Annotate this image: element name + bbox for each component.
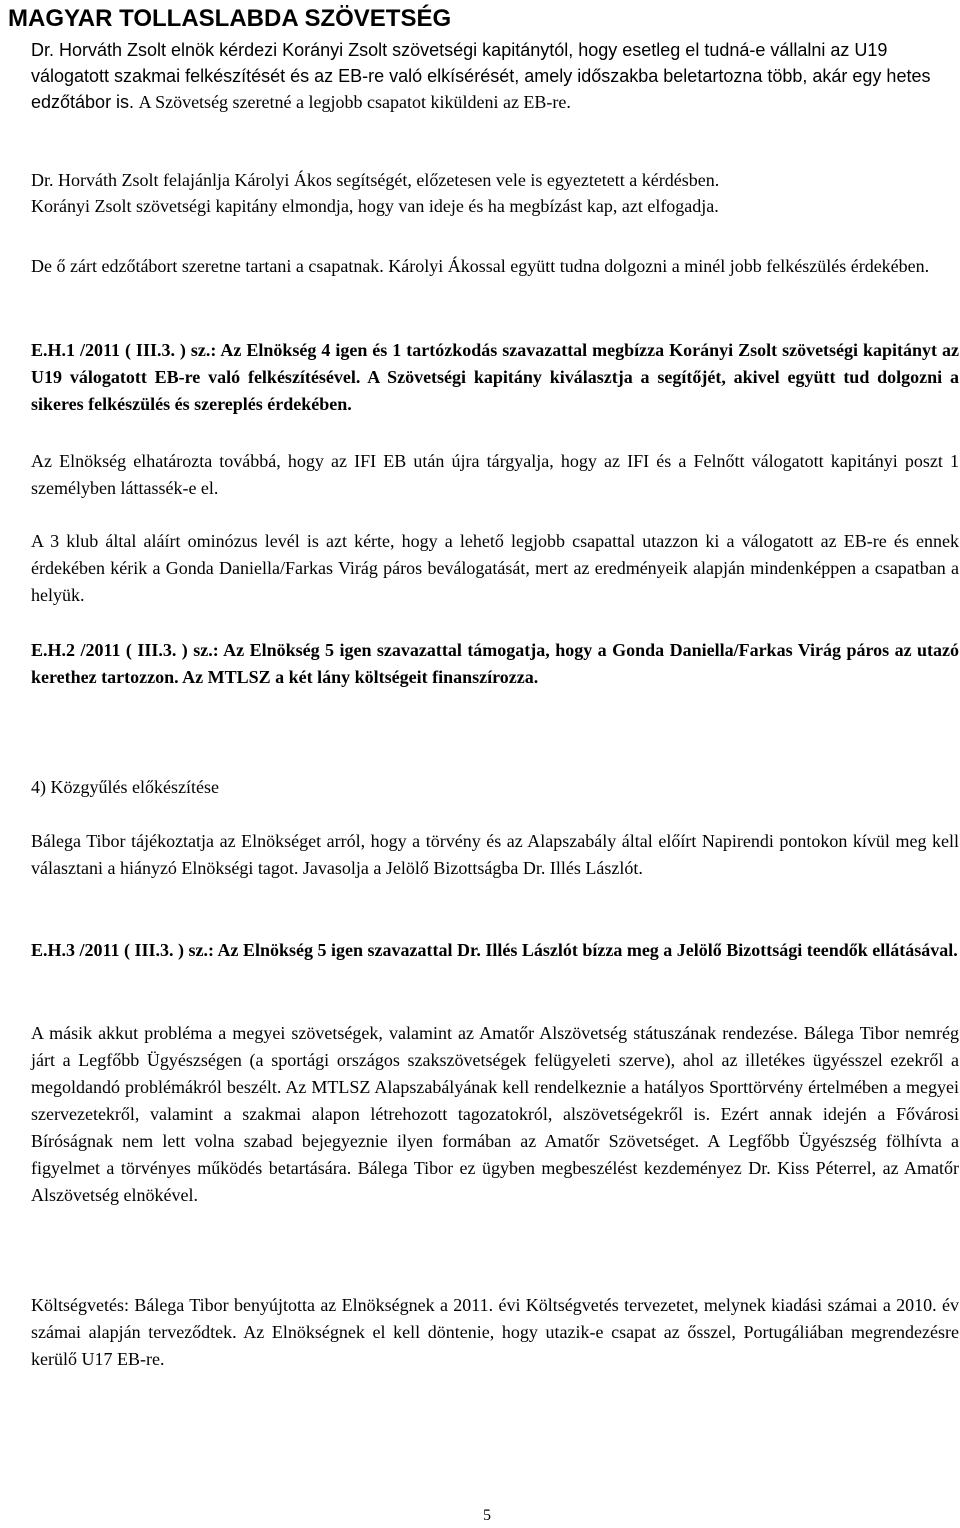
paragraph-offer-line1: Dr. Horváth Zsolt felajánlja Károlyi Ákos segítségét, előzetesen vele is egyeztetett a kérdésben. xyxy=(31,170,720,190)
resolution-3-code: E.H.3 /2011 ( III.3. ) sz. xyxy=(31,940,209,960)
paragraph-offer-line2: Korányi Zsolt szövetségi kapitány elmondja, hogy van ideje és ha megbízást kap, azt elfogadja. xyxy=(31,196,719,216)
resolution-1-code: E.H.1 /2011 ( III.3. ) sz. xyxy=(31,340,211,360)
paragraph-ifi: Az Elnökség elhatározta továbbá, hogy az IFI EB után újra tárgyalja, hogy az IFI és a Felnőtt válogatott kapitányi poszt 1 személyben láttassék-e el. xyxy=(31,451,959,498)
resolution-1-text: : Az Elnökség 4 igen és 1 tartózkodás szavazattal megbízza Korányi Zsolt szövetségi kapitányt az U19 válogatott EB-re való felkészítésével. A Szövetségi kapitány kiválasztja a segítőjét, akivel együtt tud dolgozni a sikeres felkészülés és szereplés érdekében. xyxy=(31,340,960,414)
paragraph-letter: A 3 klub által aláírt ominózus levél is azt kérte, hogy a lehető legjobb csapattal utazzon ki a válogatott az EB-re és ennek érdekében kérik a Gonda Daniella/Farkas Virág páros beválogatását, mert az eredményeik alapján mindenképpen a csapatban a helyük. xyxy=(31,531,959,605)
resolution-2-code: E.H.2 /2011 ( III.3. ) sz. xyxy=(31,640,213,660)
resolution-3 xyxy=(31,937,959,964)
resolution-3-text: : Az Elnökség 5 igen szavazattal Dr. Illés Lászlót bízza meg a Jelölő Bizottsági teendők ellátásával. xyxy=(208,940,958,960)
resolution-2-text: : Az Elnökség 5 igen szavazattal támogatja, hogy a Gonda Daniella/Farkas Virág páros az utazó kerethez tartozzon. Az MTLSZ a két lány költségeit finanszírozza. xyxy=(31,640,959,687)
document-title: MAGYAR TOLLASLABDA SZÖVETSÉG xyxy=(8,5,452,32)
paragraph-general-assembly: Bálega Tibor tájékoztatja az Elnökséget arról, hogy a törvény és az Alapszabály által előírt Napirendi pontokon kívül meg kell választani a hiányzó Elnökségi tagot. Javasolja a Jelölő Bizottságba Dr. Illés Lászlót. xyxy=(31,831,959,878)
paragraph-county-associations: A másik akkut probléma a megyei szövetségek, valamint az Amatőr Alszövetség státuszának rendezése. Bálega Tibor nemrég járt a Legfőbb Ügyészségen (a sportági országos szakszövetségek felügyeleti szerve), ahol az illetékes ügyésszel ezekről a megoldandó problémákról beszélt. Az MTLSZ Alapszabályának kell rendelkeznie a hatályos Sporttörvény értelmében a megyei szervezetekről, valamint a szakmai alapon létrehozott tagozatokról, alszövetségekről is. Ezért annak idején a Fővárosi Bíróságnak nem lett volna szabad bejegyeznie ilyen formában az Amatőr Szövetséget. A Legfőbb Ügyészség fölhívta a figyelmet a törvényes működés betartására. Bálega Tibor ez ügyben megbeszélést kezdeményez Dr. Kiss Péterrel, az Amatőr Alszövetség elnökével. xyxy=(31,1023,959,1205)
resolution-1 xyxy=(31,337,959,418)
paragraph-camp: De ő zárt edzőtábort szeretne tartani a csapatnak. Károlyi Ákossal együtt tudna dolgozni a minél jobb felkészülés érdekében. xyxy=(31,256,930,276)
resolution-2 xyxy=(31,637,959,691)
page-number: 5 xyxy=(483,1507,491,1524)
paragraph-budget: Költségvetés: Bálega Tibor benyújtotta az Elnökségnek a 2011. évi Költségvetés tervezetet, melynek kiadási számai a 2010. év számai alapján terveződtek. Az Elnökségnek el kell döntenie, hogy utazik-e csapat az ősszel, Portugáliában megrendezésre kerülő U17 EB-re. xyxy=(31,1295,959,1369)
paragraph-offer xyxy=(31,167,959,219)
paragraph-intro-sans: Dr. Horváth Zsolt elnök kérdezi Korányi Zsolt szövetségi kapitánytól, hogy esetleg el tudná-e vállalni az U19 válogatott szakmai felkészítését és az EB-re való elkísérését, amely időszakba beletartozna több, akár egy hetes edzőtábor is. xyxy=(31,40,931,112)
paragraph-intro xyxy=(31,37,959,115)
paragraph-intro-serif: A Szövetség szeretné a legjobb csapatot kiküldeni az EB-re. xyxy=(138,92,571,112)
section-heading-4: 4) Közgyűlés előkészítése xyxy=(31,777,219,797)
